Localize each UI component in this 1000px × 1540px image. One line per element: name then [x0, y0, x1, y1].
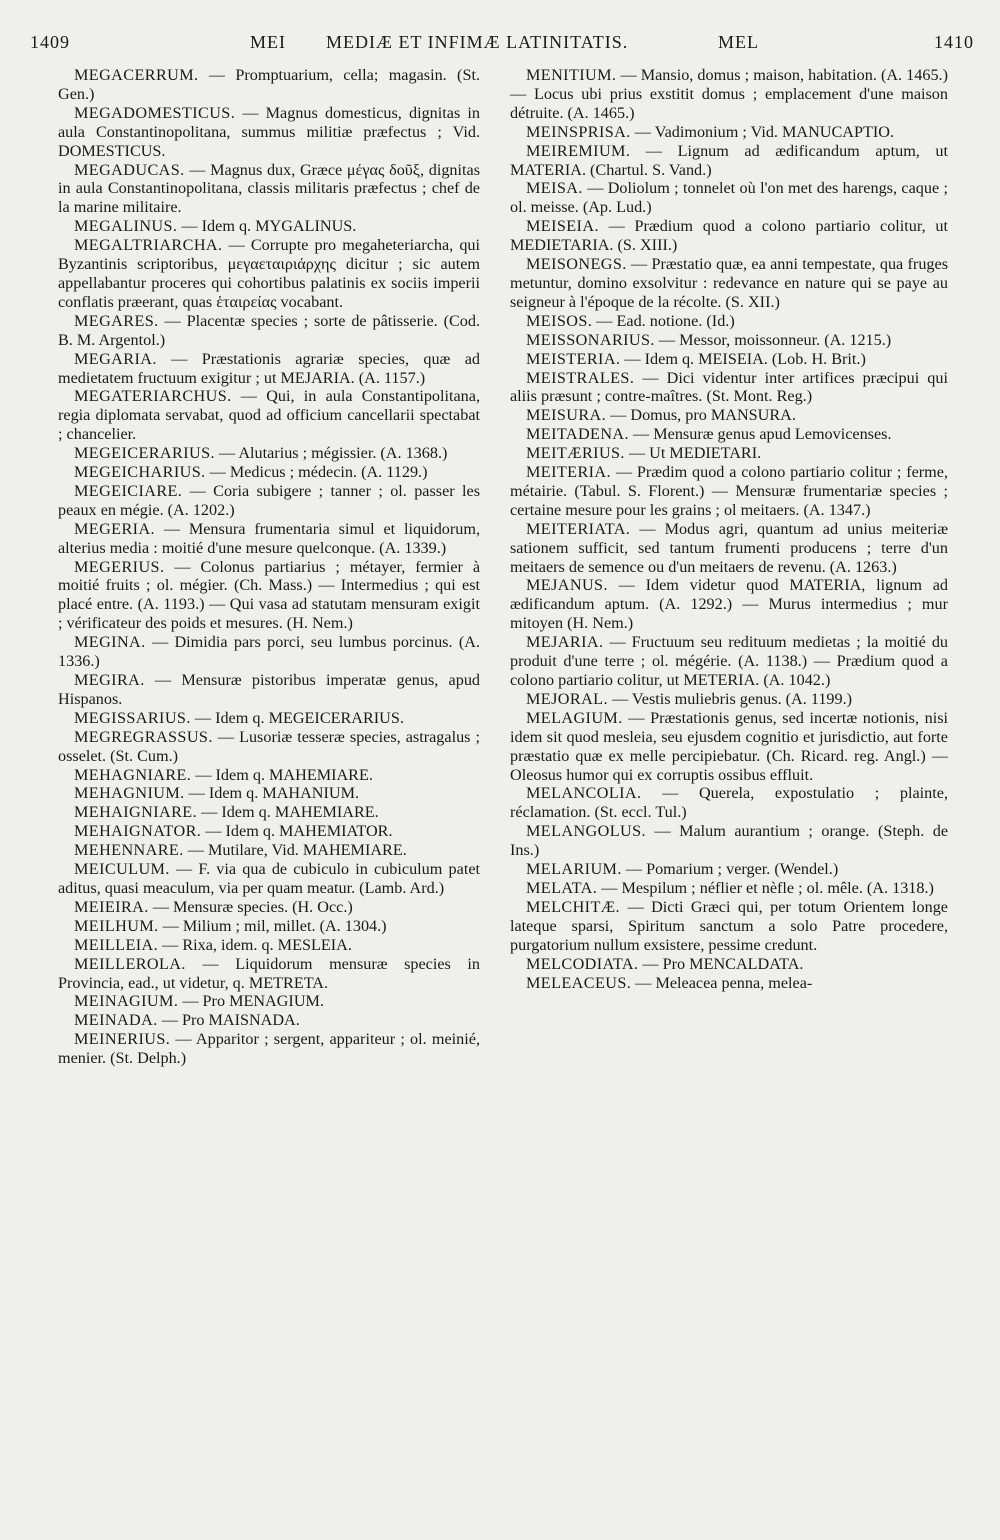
- entry-definition: — Promptuarium, cella; magasin. (St. Gen.): [58, 66, 481, 103]
- entry-definition: — Rixa, idem. q. MESLEIA.: [162, 935, 352, 954]
- entry-definition: — Lusoriæ tesseræ species, astragalus ; osselet. (St. Cum.): [58, 727, 481, 765]
- running-header: [30, 32, 974, 62]
- dictionary-entry: [510, 974, 948, 993]
- dictionary-entry: [58, 312, 480, 350]
- dictionary-entry: [58, 803, 480, 822]
- dictionary-entry: [58, 936, 480, 955]
- entry-headword: MEHAGNIUM.: [74, 784, 185, 803]
- entry-definition: — Mensura frumentaria simul et liquidorum, alterius media : moitié d'une mesure quelconque. (A. 1339.): [58, 519, 480, 557]
- entry-definition: — Idem q. MEGEICERARIUS.: [194, 708, 404, 727]
- entry-definition: — F. via qua de cubiculo in cubiculum patet aditus, quasi meaculum, via per quam meatur. (Lamb. Ard.): [58, 860, 480, 897]
- right-column: [510, 66, 948, 992]
- dictionary-entry: [58, 217, 480, 236]
- entry-definition: — Mutilare, Vid. MAHEMIARE.: [187, 841, 407, 860]
- entry-headword: MEHAIGNIARE.: [74, 803, 198, 822]
- entry-headword: MEJANUS.: [526, 576, 608, 595]
- dictionary-entry: [58, 917, 480, 936]
- dictionary-entry: [58, 898, 480, 917]
- entry-definition: — Querela, expostulatio ; plainte, réclamation. (St. eccl. Tul.): [510, 784, 948, 822]
- entry-definition: — Prædium quod a colono partiario colitur, ut MEDIETARIA. (S. XIII.): [510, 217, 948, 255]
- entry-headword: MEITERIATA.: [526, 519, 631, 538]
- entry-headword: MELAGIUM.: [526, 708, 623, 727]
- entry-definition: — Vadimonium ; Vid. MANUCAPTIO.: [634, 122, 894, 141]
- entry-headword: MELANGOLUS.: [526, 822, 646, 841]
- entry-definition: — Mensuræ genus apud Lemovicenses.: [633, 425, 892, 444]
- entry-definition: — Malum aurantium ; orange. (Steph. de Ins.): [510, 822, 948, 860]
- entry-headword: MEGERIA.: [74, 519, 155, 538]
- entry-definition: — Vestis muliebris genus. (A. 1199.): [611, 689, 853, 708]
- entry-headword: MEGALTRIARCHA.: [74, 236, 223, 255]
- entry-definition: — Ut MEDIETARI.: [628, 444, 762, 463]
- dictionary-entry: [510, 66, 948, 123]
- entry-definition: — Mansio, domus ; maison, habitation. (A. 1465.) — Locus ubi prius exstitit domus ; emplacement d'une maison détruite. (A. 1465.): [510, 66, 948, 122]
- entry-definition: — Idem q. MAHEMIARE.: [201, 803, 379, 822]
- entry-headword: MEIEIRA.: [74, 897, 149, 916]
- entry-headword: MEILHUM.: [74, 916, 159, 935]
- entry-headword: MEGIRA.: [74, 671, 145, 689]
- dictionary-entry: [510, 633, 948, 690]
- entry-headword: MEITADENA.: [526, 425, 629, 444]
- dictionary-entry: [510, 463, 948, 520]
- entry-headword: MEINADA.: [74, 1011, 158, 1030]
- entry-headword: MELANCOLIA.: [526, 784, 642, 803]
- entry-definition: — Pomarium ; verger. (Wendel.): [625, 860, 839, 879]
- entry-headword: MEJORAL.: [526, 689, 608, 708]
- entry-headword: MEITÆRIUS.: [526, 444, 625, 463]
- dictionary-entry: [510, 576, 948, 633]
- entry-headword: MEGEICIARE.: [74, 481, 183, 500]
- entry-headword: MEGARES.: [74, 311, 159, 330]
- dictionary-entry: [510, 179, 948, 217]
- entry-definition: — Præstationis genus, sed incertæ notionis, nisi idem sit quod mesleia, seu ejusdem cognitio et jurisdictio, aut forte præstatio quæ ex melle percipiebatur. (Ch. Ricard. reg. Angl.) — Oleosus humor qui ex corruptis ossibus effluit.: [510, 708, 948, 784]
- dictionary-entry: [58, 1011, 480, 1030]
- entry-headword: MEHAIGNATOR.: [74, 822, 202, 841]
- entry-definition: — Dimidia pars porci, seu lumbus porcinus. (A. 1336.): [58, 633, 481, 671]
- dictionary-entry: [510, 425, 948, 444]
- entry-definition: — Ead. notione. (Id.): [596, 311, 735, 330]
- entry-headword: MEGADOMESTICUS.: [74, 103, 236, 122]
- entry-definition: — Liquidorum mensuræ species in Provincia, ead., ut videtur, q. METRETA.: [58, 954, 481, 992]
- entry-headword: MEGACERRUM.: [74, 66, 199, 84]
- entry-definition: — Apparitor ; sergent, appariteur ; ol. meinié, menier. (St. Delph.): [58, 1030, 480, 1068]
- entry-definition: — Qui, in aula Constantipolitana, regia diplomata servabat, quod ad officium cancellarii spectabat ; chancelier.: [58, 387, 481, 444]
- dictionary-entry: [58, 161, 480, 218]
- dictionary-entry: [510, 406, 948, 425]
- dictionary-entry: [510, 350, 948, 369]
- entry-definition: — Coria subigere ; tanner ; ol. passer les peaux en mégie. (A. 1202.): [58, 481, 480, 519]
- entry-definition: — Pro MENCALDATA.: [642, 954, 804, 973]
- dictionary-entry: [510, 444, 948, 463]
- entry-headword: MEGEICERARIUS.: [74, 444, 215, 463]
- dictionary-entry: [58, 104, 480, 161]
- dictionary-entry: [510, 123, 948, 142]
- entry-definition: — Idem q. MAHANIUM.: [188, 784, 360, 803]
- entry-headword: MEGERIUS.: [74, 557, 165, 576]
- entry-headword: MEGARIA.: [74, 349, 157, 368]
- entry-definition: — Corrupte pro megaheteriarcha, qui Byzantinis scriptoribus, μεγαεταιριάρχης dicitur ; sic autem appellabantur proceres qui cohortibus palatinis ex sociis imperii conflatis præerant, quas ἑταιρείας vocabant.: [58, 236, 481, 311]
- entry-definition: — Pro MENAGIUM.: [182, 992, 324, 1011]
- entry-headword: MEINERIUS.: [74, 1030, 171, 1049]
- entry-definition: — Medicus ; médecin. (A. 1129.): [209, 463, 428, 482]
- entry-definition: — Dici videntur inter artifices præcipui qui aliis præsunt ; contre-maîtres. (St. Mont. Reg.): [510, 368, 948, 406]
- entry-definition: — Milium ; mil, millet. (A. 1304.): [162, 916, 387, 935]
- entry-definition: — Placentæ species ; sorte de pâtisserie. (Cod. B. M. Argentol.): [58, 311, 481, 349]
- entry-headword: MEILLEIA.: [74, 935, 159, 954]
- dictionary-entry: [510, 784, 948, 822]
- entry-definition: — Fructuum seu redituum medietas ; la moitié du produit d'une terre ; ol. mégérie. (A. 1138.) — Prædium quod a colono partiario colitur, ut METERIA. (A. 1042.): [510, 633, 949, 689]
- left-catchword: MEI: [250, 32, 286, 52]
- right-page-number: 1410: [934, 32, 974, 52]
- entry-headword: MEISOS.: [526, 311, 593, 330]
- left-column: [58, 66, 480, 1068]
- entry-definition: — Mensuræ pistoribus imperatæ genus, apud Hispanos.: [58, 671, 481, 708]
- dictionary-entry: [58, 955, 480, 993]
- entry-definition: — Colonus partiarius ; métayer, fermier à moitié fruits ; ol. mégier. (Ch. Mass.) — Intermedius ; qui est placé entre. (A. 1193.) — Qui vasa ad statutam mensuram exigit ; vérificateur des poids et mesures. (H. Nem.): [58, 557, 481, 633]
- dictionary-entry: [58, 784, 480, 803]
- entry-headword: MELCODIATA.: [526, 954, 639, 973]
- dictionary-entry: [58, 633, 480, 671]
- dictionary-entry: [58, 860, 480, 898]
- entry-headword: MELEACEUS.: [526, 973, 632, 992]
- left-page-number: 1409: [30, 32, 70, 52]
- dictionary-entry: [510, 709, 948, 785]
- dictionary-entry: [58, 66, 480, 104]
- entry-headword: MEINSPRISA.: [526, 122, 631, 141]
- dictionary-entry: [58, 728, 480, 766]
- dictionary-entry: [58, 766, 480, 785]
- entry-headword: MEILLEROLA.: [74, 954, 186, 973]
- entry-headword: MEISURA.: [526, 406, 607, 425]
- entry-headword: MEINAGIUM.: [74, 992, 179, 1011]
- dictionary-entry: [58, 387, 480, 444]
- dictionary-entry: [510, 822, 948, 860]
- entry-headword: MEHENNARE.: [74, 841, 184, 860]
- entry-definition: — Domus, pro MANSURA.: [610, 406, 796, 425]
- dictionary-entry: [510, 955, 948, 974]
- dictionary-entry: [58, 558, 480, 634]
- entry-headword: MEISEIA.: [526, 217, 599, 236]
- entry-headword: MEITERIA.: [526, 463, 611, 482]
- dictionary-entry: [58, 841, 480, 860]
- entry-headword: MEGADUCAS.: [74, 160, 185, 179]
- entry-headword: MEGINA.: [74, 633, 146, 652]
- entry-definition: — Præstationis agrariæ species, quæ ad medietatem fructuum exigitur ; ut MEJARIA. (A. 1157.): [58, 349, 481, 387]
- right-catchword: MEL: [718, 32, 759, 52]
- entry-definition: — Meleacea penna, melea-: [635, 973, 813, 992]
- dictionary-entry: [510, 898, 948, 955]
- entry-definition: — Idem videtur quod MATERIA, lignum ad ædificandum aptum. (A. 1292.) — Murus intermedius ; mur mitoyen (H. Nem.): [510, 576, 949, 633]
- dictionary-entry: [58, 236, 480, 312]
- entry-headword: MENITIUM.: [526, 66, 617, 84]
- dictionary-entry: [58, 822, 480, 841]
- entry-definition: — Lignum ad ædificandum aptum, ut MATERIA. (Chartul. S. Vand.): [510, 141, 948, 179]
- entry-headword: MEGREGRASSUS.: [74, 727, 213, 746]
- dictionary-entry: [510, 369, 948, 407]
- dictionary-entry: [510, 860, 948, 879]
- entry-definition: — Magnus domesticus, dignitas in aula Constantinopolitana, summus militiæ præfectus ; Vid. DOMESTICUS.: [58, 103, 481, 160]
- entry-headword: MEIREMIUM.: [526, 141, 631, 160]
- dictionary-entry: [510, 879, 948, 898]
- dictionary-entry: [510, 217, 948, 255]
- entry-headword: MELATA.: [526, 878, 598, 897]
- entry-definition: — Præstatio quæ, ea anni tempestate, qua fruges metuntur, domino exsolvitur : redevance en nature qui se paye au seigneur à l'époque de la récolte. (S. XII.): [510, 255, 948, 311]
- dictionary-entry: [510, 142, 948, 180]
- entry-headword: MEGALINUS.: [74, 217, 178, 236]
- dictionary-entry: [510, 312, 948, 331]
- entry-headword: MELARIUM.: [526, 860, 622, 879]
- dictionary-entry: [510, 255, 948, 312]
- entry-definition: — Dicti Græci qui, per totum Orientem longe lateque sparsi, Spiritum sanctum a solo Patre procedere, purgatorium nullum exsistere, pessime credunt.: [510, 897, 948, 954]
- dictionary-entry: [58, 482, 480, 520]
- entry-definition: — Doliolum ; tonnelet où l'on met des harengs, caque ; ol. meisse. (Ap. Lud.): [510, 179, 949, 217]
- dictionary-entry: [58, 350, 480, 388]
- entry-definition: — Modus agri, quantum ad unius meiteriæ sationem sufficit, sed tantum frumenti producens ; terre d'un meitaers de semence ou d'un meitaers de revenu. (A. 1263.): [510, 519, 948, 576]
- dictionary-entry: [58, 444, 480, 463]
- entry-definition: — Idem q. MEISEIA. (Lob. H. Brit.): [624, 349, 866, 368]
- entry-headword: MEICULUM.: [74, 860, 170, 879]
- entry-headword: MEGEICHARIUS.: [74, 463, 206, 482]
- entry-definition: — Alutarius ; mégissier. (A. 1368.): [219, 444, 448, 463]
- entry-headword: MEGATERIARCHUS.: [74, 387, 232, 406]
- running-title: MEDIÆ ET INFIMÆ LATINITATIS.: [326, 32, 629, 52]
- entry-definition: — Prædim quod a colono partiario colitur ; ferme, métairie. (Tabul. S. Florent.) — Mensuræ frumentariæ species ; certaine mesure pour les grains ; ol meitaers. (A. 1347.): [510, 463, 948, 519]
- entry-definition: — Messor, moissonneur. (A. 1215.): [658, 330, 892, 349]
- dictionary-entry: [58, 1030, 480, 1068]
- dictionary-entry: [58, 671, 480, 709]
- entry-definition: — Idem q. MAHEMIARE.: [195, 765, 373, 784]
- entry-headword: MEISONEGS.: [526, 255, 627, 274]
- entry-headword: MEISSONARIUS.: [526, 330, 655, 349]
- entry-headword: MEISTERIA.: [526, 349, 621, 368]
- dictionary-entry: [510, 520, 948, 577]
- entry-definition: — Pro MAISNADA.: [161, 1011, 300, 1030]
- entry-definition: — Mensuræ species. (H. Occ.): [152, 897, 353, 916]
- dictionary-entry: [510, 331, 948, 350]
- dictionary-entry: [510, 690, 948, 709]
- dictionary-entry: [58, 463, 480, 482]
- entry-headword: MELCHITÆ.: [526, 897, 620, 916]
- dictionary-entry: [58, 709, 480, 728]
- entry-headword: MEHAGNIARE.: [74, 765, 192, 784]
- entry-headword: MEGISSARIUS.: [74, 708, 191, 727]
- entry-headword: MEISA.: [526, 179, 583, 198]
- entry-headword: MEISTRALES.: [526, 368, 635, 387]
- entry-definition: — Mespilum ; néflier et nèfle ; ol. mêle. (A. 1318.): [601, 878, 934, 897]
- entry-definition: — Magnus dux, Græce μέγας δοῦξ, dignitas in aula Constantinopolitana, classis militaris præfectus ; chef de la marine militaire.: [58, 160, 480, 217]
- dictionary-entry: [58, 992, 480, 1011]
- dictionary-entry: [58, 520, 480, 558]
- entry-definition: — Idem q. MYGALINUS.: [181, 217, 357, 236]
- entry-headword: MEJARIA.: [526, 633, 604, 652]
- entry-definition: — Idem q. MAHEMIATOR.: [205, 822, 393, 841]
